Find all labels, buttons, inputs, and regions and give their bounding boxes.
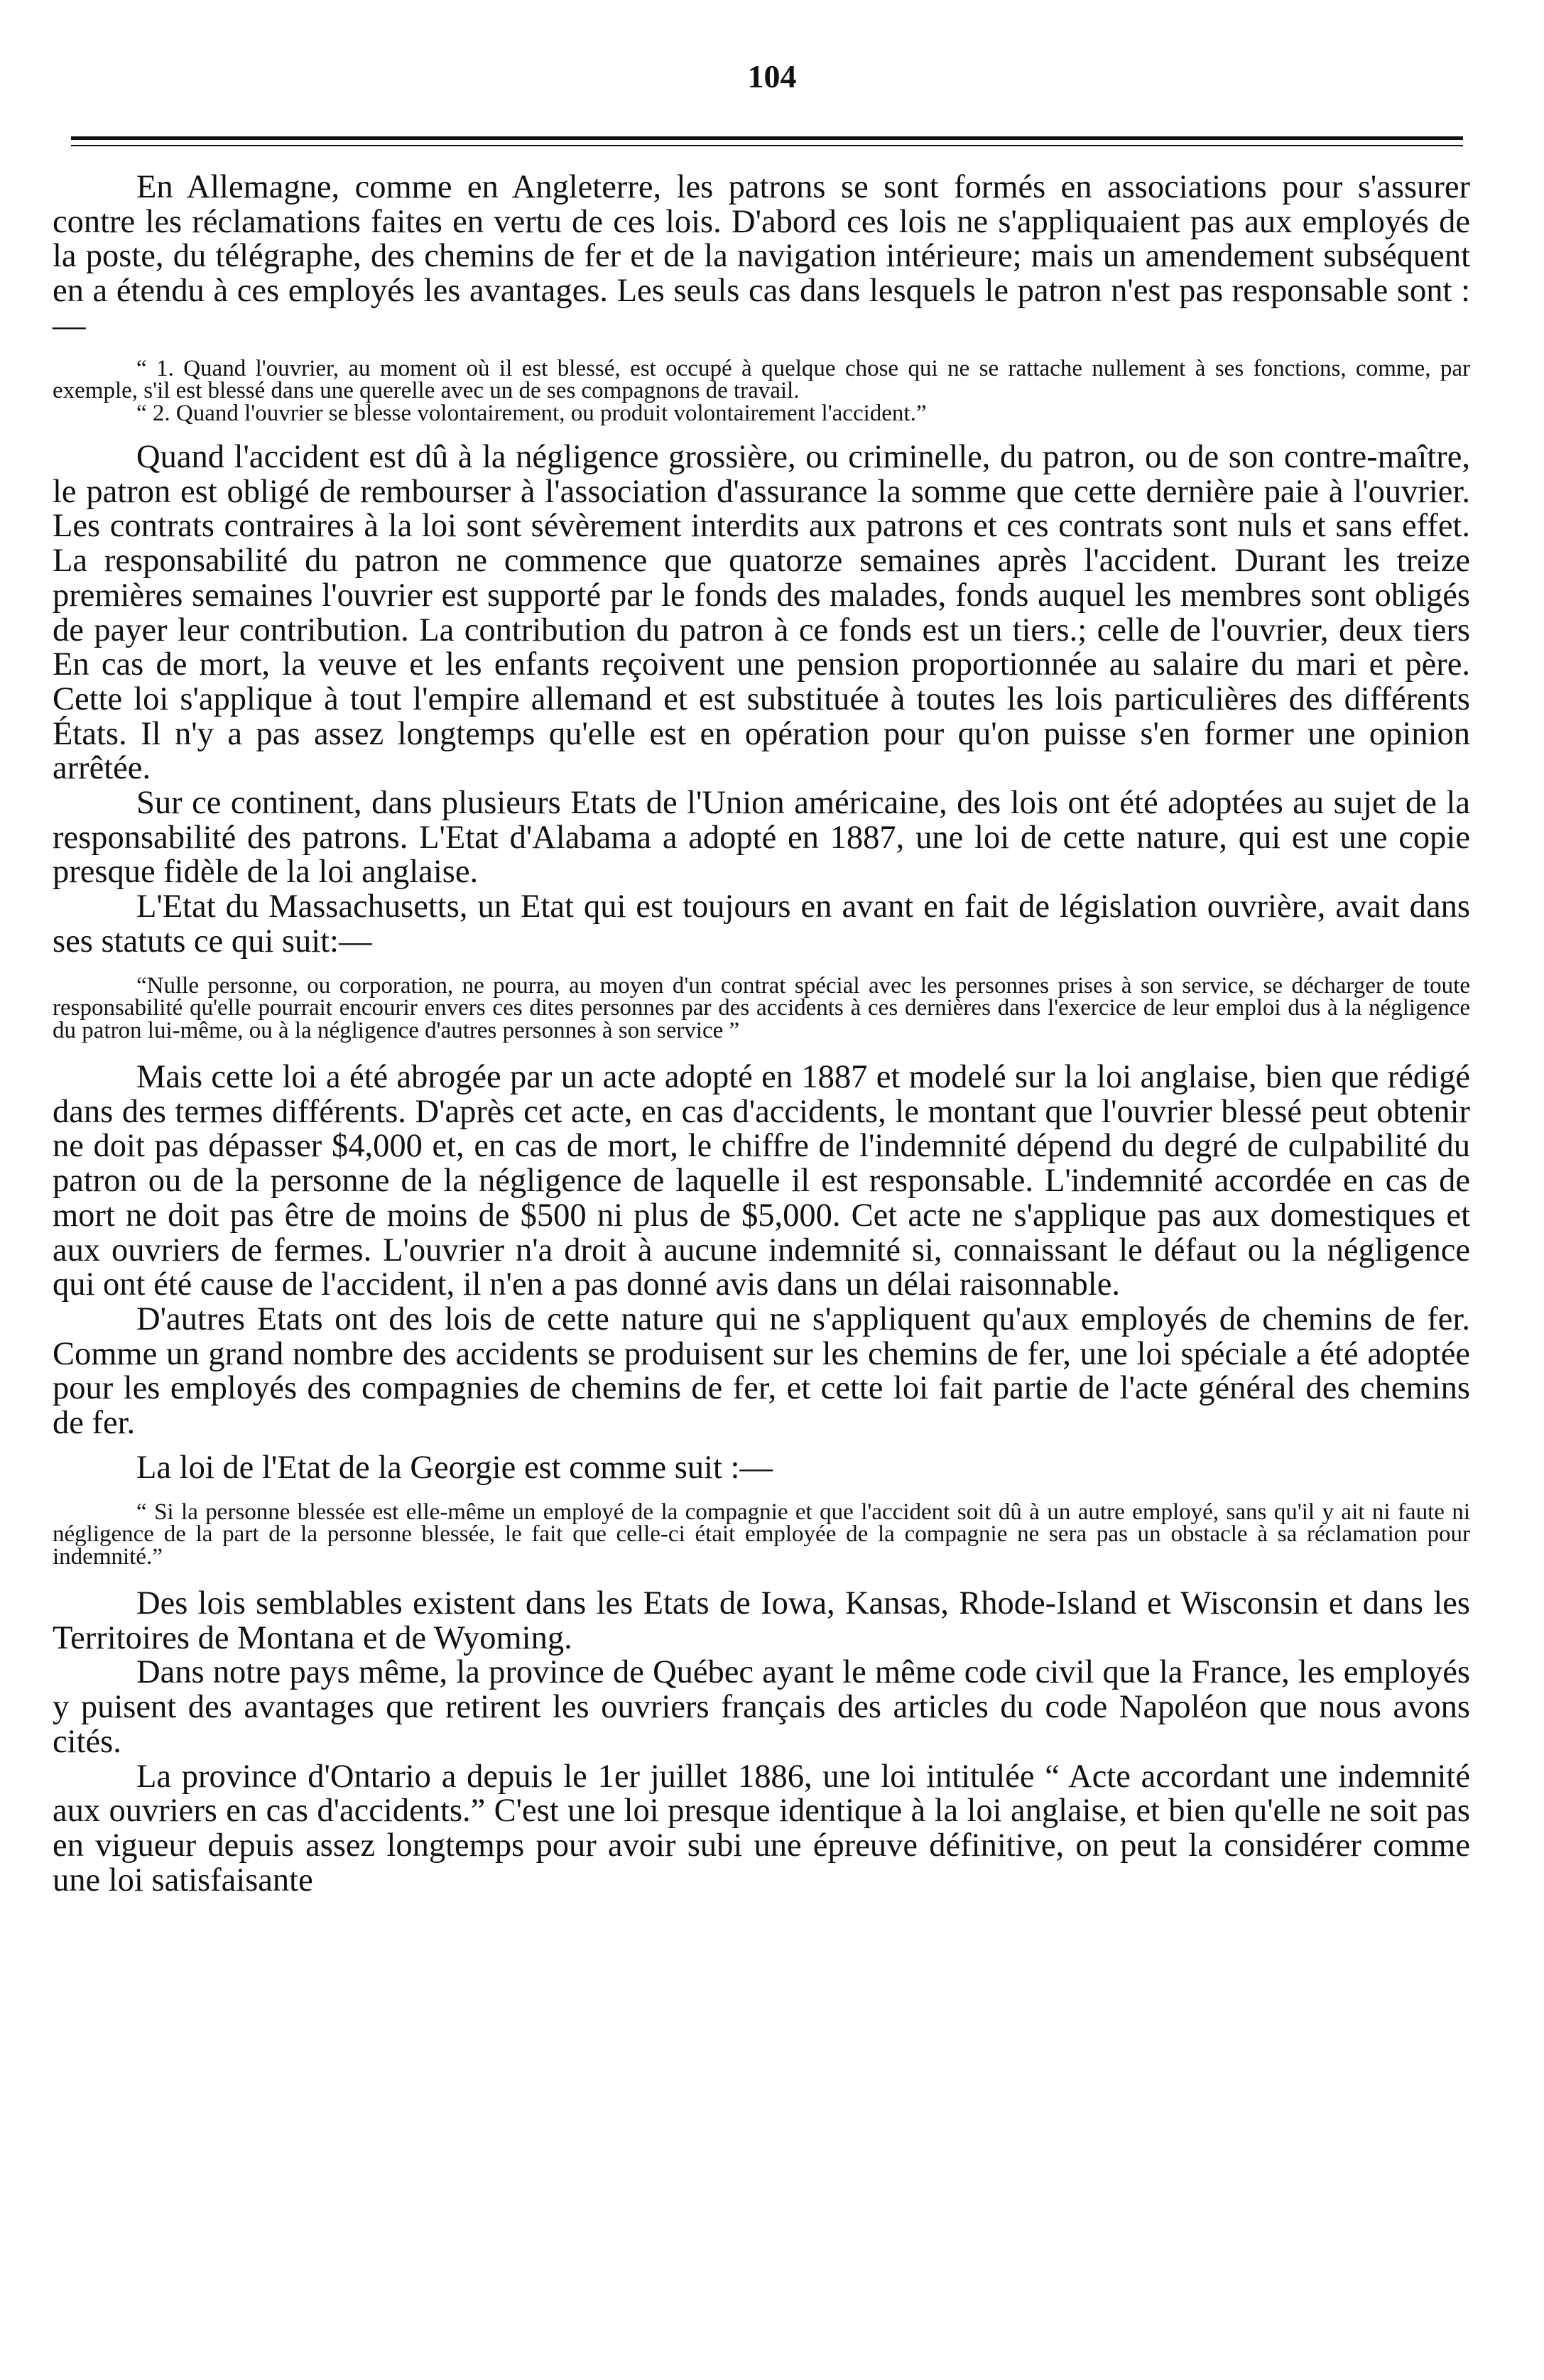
paragraph-american-union: Sur ce continent, dans plusieurs Etats de l'Union américaine, des lois ont été adoptées au sujet de la responsabilité des patrons. L'Etat d'Alabama a adopté en 1887, une loi de cette nature, qui est une copie presque fidèle de la loi anglaise. (53, 785, 1470, 891)
paragraph-railway-states: D'autres Etats ont des lois de cette nature qui ne s'appliquent qu'aux employés de chemins de fer. Comme un grand nombre des accidents se produisent sur les chemins de fer, une loi spéciale a été adoptée pour les employés des compagnies de chemins de fer, et cette loi fait partie de l'acte général des chemins de fer. (53, 1300, 1470, 1442)
paragraph-georgia-intro: La loi de l'Etat de la Georgie est comme suit :— (136, 1449, 773, 1486)
quote-exception-1: “ 1. Quand l'ouvrier, au moment où il est blessé, est occupé à quelque chose qui ne se rattache nullement à ses fonctions, comme, par exemple, s'il est blessé dans une querelle avec un de ses compagnons de travail. (53, 355, 1470, 404)
paragraph-germany: En Allemagne, comme en Angleterre, les patrons se sont formés en associations pour s'assurer contre les réclamations faites en vertu de ces lois. D'abord ces lois ne s'appliquaient pas aux employés de la poste, du télégraphe, des chemins de fer et de la navigation intérieure; mais un amendement subséquent en a étendu à ces employés les avantages. Les seuls cas dans lesquels le patron n'est pas responsable sont :— (53, 169, 1470, 344)
paragraph-massachusetts: L'Etat du Massachusetts, un Etat qui est toujours en avant en fait de législation ouvrière, avait dans ses statuts ce qui suit:— (53, 889, 1470, 960)
quote-massachusetts-statute: “Nulle personne, ou corporation, ne pourra, au moyen d'un contrat spécial avec les personnes prises à son service, se décharger de toute responsabilité qu'elle pourrait encourir envers ces dites personnes par des accidents à ces dernières dans l'exercice de leur emploi dus à la négligence du patron lui-même, ou à la négligence d'autres personnes à son service ” (53, 972, 1470, 1043)
paragraph-act-1887: Mais cette loi a été abrogée par un acte adopté en 1887 et modelé sur la loi anglaise, bien que rédigé dans des termes différents. D'après cet acte, en cas d'accidents, le montant que l'ouvrier blessé peut obtenir ne doit pas dépasser $4,000 et, en cas de mort, le chiffre de l'indemnité dépend du degré de culpabilité du patron ou de la personne de la négligence de laquelle il est responsable. L'indemnité accordée en cas de mort ne doit pas être de moins de $500 ni plus de $5,000. Cet acte ne s'applique pas aux domestiques et aux ouvriers de fermes. L'ouvrier n'a droit à aucune indemnité si, connaissant le défaut ou la négligence qui ont été cause de l'accident, il n'en a pas donné avis dans un délai raisonnable. (53, 1059, 1470, 1303)
header-rule-thin (71, 145, 1463, 146)
paragraph-similar-laws: Des lois semblables existent dans les Etats de Iowa, Kansas, Rhode-Island et Wisconsin et dans les Territoires de Montana et de Wyoming. (53, 1585, 1470, 1656)
paragraph-ontario: La province d'Ontario a depuis le 1er juillet 1886, une loi intitulée “ Acte accordant une indemnité aux ouvriers en cas d'accidents.” C'est une loi presque identique à la loi anglaise, et bien qu'elle ne soit pas en vigueur depuis assez longtemps pour avoir subi une épreuve définitive, on peut la considérer comme une loi satisfaisante (53, 1758, 1470, 1898)
quote-exception-2: “ 2. Quand l'ouvrier se blesse volontairement, ou produit volontairement l'accident.” (136, 400, 927, 426)
page-number: 104 (747, 58, 797, 94)
quote-georgia-law: “ Si la personne blessée est elle-même un employé de la compagnie et que l'accident soit dû à un autre employé, sans qu'il y ait ni faute ni négligence de la part de la personne blessée, le fait que celle-ci était employée de la compagnie ne sera pas un obstacle à sa réclamation pour indemnité.” (53, 1499, 1470, 1570)
page-content (53, 170, 1470, 1898)
paragraph-quebec: Dans notre pays même, la province de Québec ayant le même code civil que la France, les employés y puisent des avantages que retirent les ouvriers français des articles du code Napoléon que nous avons cités. (53, 1654, 1470, 1760)
header-rule-thick (71, 136, 1463, 140)
paragraph-negligence: Quand l'accident est dû à la négligence grossière, ou criminelle, du patron, ou de son contre-maître, le patron est obligé de rembourser à l'association d'assurance la somme que cette dernière paie à l'ouvrier. Les contrats contraires à la loi sont sévèrement interdits aux patrons et ces contrats sont nuls et sans effet. La responsabilité du patron ne commence que quatorze semaines après l'accident. Durant les treize premières semaines l'ouvrier est supporté par le fonds des malades, fonds auquel les membres sont obligés de payer leur contribution. La contribution du patron à ce fonds est un tiers.; celle de l'ouvrier, deux tiers En cas de mort, la veuve et les enfants reçoivent une pension proportionnée au salaire du mari et père. Cette loi s'applique à tout l'empire allemand et est substituée à toutes les lois particulières des différents États. Il n'y a pas assez longtemps qu'elle est en opération pour qu'on puisse s'en former une opinion arrêtée. (53, 439, 1470, 787)
